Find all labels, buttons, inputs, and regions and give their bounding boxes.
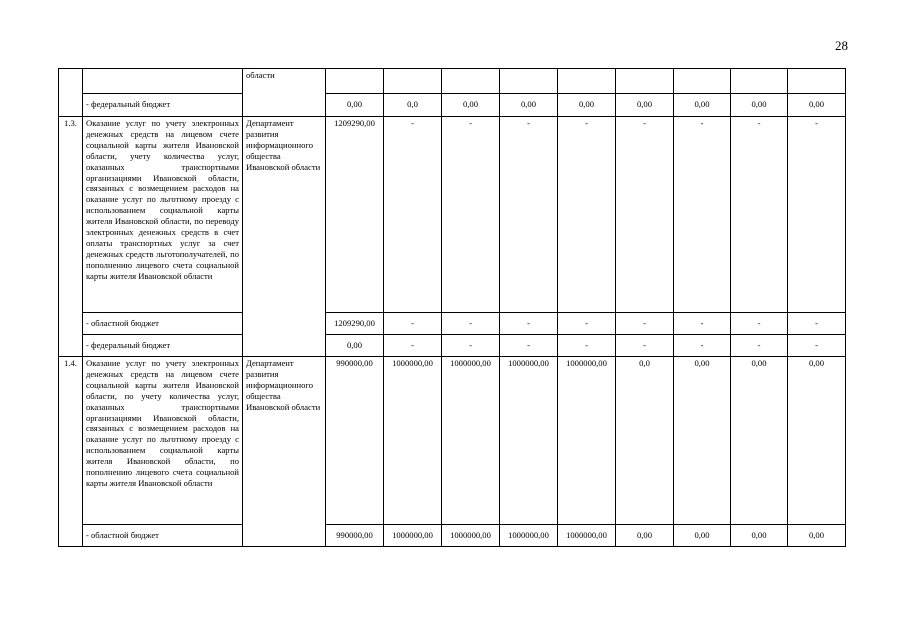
value-cell: 0,00 xyxy=(616,94,674,117)
name-cell-empty xyxy=(83,69,243,94)
value-cell: 1000000,00 xyxy=(558,525,616,547)
value-cell xyxy=(500,69,558,94)
value-cell: 0,00 xyxy=(788,94,846,117)
value-cell: 0,00 xyxy=(788,357,846,525)
value-cell: 1000000,00 xyxy=(500,357,558,525)
value-cell: 0,00 xyxy=(674,525,731,547)
executor-cell: Департамент развития информационного общества Ивановской области xyxy=(243,117,326,357)
value-cell: - xyxy=(442,335,500,357)
value-cell: 0,00 xyxy=(326,335,384,357)
value-cell: - xyxy=(384,335,442,357)
value-cell xyxy=(442,69,500,94)
value-cell xyxy=(616,69,674,94)
value-cell: - xyxy=(674,335,731,357)
value-cell: 0,00 xyxy=(616,525,674,547)
budget-label: - федеральный бюджет xyxy=(83,94,243,117)
value-cell: - xyxy=(788,313,846,335)
value-cell xyxy=(731,69,788,94)
item-number: 1.3. xyxy=(59,117,83,357)
value-cell: - xyxy=(731,117,788,313)
num-cell-empty xyxy=(59,69,83,117)
value-cell xyxy=(384,69,442,94)
value-cell: - xyxy=(616,335,674,357)
value-cell: 1000000,00 xyxy=(384,357,442,525)
value-cell: 0,00 xyxy=(731,525,788,547)
page-number: 28 xyxy=(835,38,848,53)
table-row-item-1-4 xyxy=(59,357,846,525)
value-cell: - xyxy=(500,117,558,313)
value-cell: - xyxy=(616,313,674,335)
value-cell: - xyxy=(558,313,616,335)
value-cell: 1209290,00 xyxy=(326,313,384,335)
budget-label: - федеральный бюджет xyxy=(83,335,243,357)
value-cell xyxy=(326,69,384,94)
executor-cell: Департамент развития информационного общества Ивановской области xyxy=(243,357,326,547)
value-cell: 0,00 xyxy=(326,94,384,117)
value-cell: - xyxy=(442,117,500,313)
value-cell: 1000000,00 xyxy=(442,525,500,547)
value-cell: - xyxy=(500,335,558,357)
value-cell: 1000000,00 xyxy=(558,357,616,525)
value-cell: - xyxy=(500,313,558,335)
value-cell: 0,00 xyxy=(500,94,558,117)
executor-cell: области xyxy=(243,69,326,117)
value-cell: - xyxy=(788,335,846,357)
value-cell: 1209290,00 xyxy=(326,117,384,313)
value-cell: - xyxy=(731,313,788,335)
value-cell: - xyxy=(384,117,442,313)
table-row-federal-budget xyxy=(59,335,846,357)
table-row-continuation xyxy=(59,69,846,94)
table-row-regional-budget xyxy=(59,313,846,335)
value-cell: - xyxy=(731,335,788,357)
value-cell: - xyxy=(674,313,731,335)
value-cell: - xyxy=(616,117,674,313)
value-cell: - xyxy=(384,313,442,335)
value-cell: 0,00 xyxy=(731,94,788,117)
budget-label: - областной бюджет xyxy=(83,525,243,547)
value-cell xyxy=(558,69,616,94)
budget-label: - областной бюджет xyxy=(83,313,243,335)
budget-table xyxy=(58,68,846,547)
table-row-item-1-3 xyxy=(59,117,846,313)
value-cell: - xyxy=(442,313,500,335)
value-cell: 0,00 xyxy=(674,94,731,117)
value-cell: 0,0 xyxy=(384,94,442,117)
value-cell: 990000,00 xyxy=(326,357,384,525)
value-cell: 1000000,00 xyxy=(442,357,500,525)
value-cell: 990000,00 xyxy=(326,525,384,547)
value-cell: 0,00 xyxy=(788,525,846,547)
value-cell xyxy=(674,69,731,94)
value-cell: 0,00 xyxy=(674,357,731,525)
value-cell: 0,00 xyxy=(731,357,788,525)
value-cell: - xyxy=(558,335,616,357)
value-cell xyxy=(788,69,846,94)
value-cell: - xyxy=(558,117,616,313)
value-cell: 0,00 xyxy=(442,94,500,117)
table-row-federal-budget xyxy=(59,94,846,117)
table-row-regional-budget xyxy=(59,525,846,547)
value-cell: 1000000,00 xyxy=(500,525,558,547)
item-name: Оказание услуг по учету электронных денежных средств на лицевом счете социальной карты жителя Ивановской области, учету количества услуг, оказанных транспортными организациями Ивановской области, связанных с возмещением расходов на оказание услуг по льготному проезду с использованием социальной карты жителя Ивановской области, по переводу электронных денежных средств в счет оплаты транспортных услуг за счет денежных средств льготополучателей, по пополнению лицевого счета социальной карты жителя Ивановской области xyxy=(83,117,243,313)
item-number: 1.4. xyxy=(59,357,83,547)
value-cell: 0,00 xyxy=(558,94,616,117)
value-cell: - xyxy=(674,117,731,313)
value-cell: - xyxy=(788,117,846,313)
value-cell: 1000000,00 xyxy=(384,525,442,547)
item-name: Оказание услуг по учету электронных денежных средств на лицевом счете социальной карты жителя Ивановской области, по учету количества услуг, оказанных транспортными организациями Ивановской области, связанных с возмещением расходов на оказание услуг по льготному проезду с использованием социальной карты жителя Ивановской области, по пополнению лицевого счета социальной карты жителя Ивановской области xyxy=(83,357,243,525)
value-cell: 0,0 xyxy=(616,357,674,525)
